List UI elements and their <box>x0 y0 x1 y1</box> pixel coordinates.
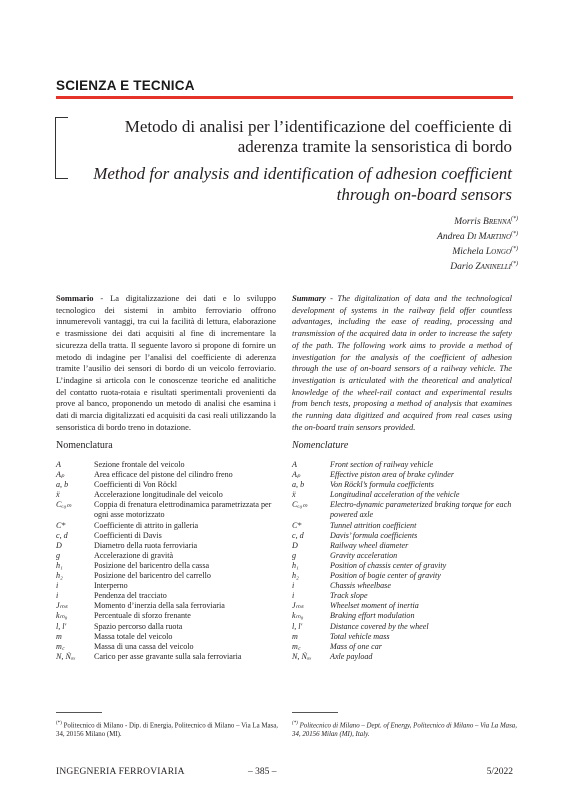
footnote-rule <box>292 712 338 713</box>
section-header: SCIENZA E TECNICA <box>56 78 195 93</box>
nomenclature-symbol: i <box>292 591 295 601</box>
nomenclature-row <box>56 622 286 632</box>
nomenclature-row <box>292 480 517 490</box>
abstract-italian <box>56 293 276 433</box>
author-last-name: Zaninelli <box>475 262 511 273</box>
nomenclature-definition: Area efficace del pistone del cilindro freno <box>94 470 233 480</box>
nomenclature-symbol: g <box>292 550 297 560</box>
footnote-mark: (*) <box>56 721 62 726</box>
nomenclature-symbol: c, d <box>56 530 68 540</box>
nomenclature-row <box>292 500 517 520</box>
nomenclature-definition: Coefficiente di attrito in galleria <box>94 520 199 530</box>
author-first-name: Dario <box>450 262 473 273</box>
article-title-english: Method for analysis and identification of adhesion coefficient through on-board sensors <box>93 164 512 204</box>
nomenclature-symbol: m <box>56 631 62 641</box>
nomenclature-definition: Coefficienti di Von Röckl <box>94 480 177 490</box>
author-affiliation-mark: (*) <box>511 230 518 237</box>
nomenclature-row <box>292 591 517 601</box>
nomenclature-row <box>292 632 517 642</box>
nomenclature-row <box>56 571 286 581</box>
nomenclature-row <box>292 601 517 611</box>
nomenclature-definition: Spazio percorso dalla ruota <box>94 621 183 631</box>
nomenclature-row <box>56 632 286 642</box>
nomenclature-definition: Track slope <box>330 591 368 601</box>
nomenclature-symbol: l, l′ <box>56 621 67 631</box>
nomenclature-row <box>56 531 286 541</box>
nomenclature-row <box>292 531 517 541</box>
nomenclature-symbol: N, Ṅₐₓ <box>292 651 312 661</box>
nomenclature-definition: Distance covered by the wheel <box>330 621 429 631</box>
nomenclature-list-italian <box>56 460 286 662</box>
nomenclature-definition: Effective piston area of brake cylinder <box>330 470 454 480</box>
nomenclature-row <box>292 470 517 480</box>
nomenclature-row <box>56 490 286 500</box>
nomenclature-definition: Tunnel attrition coefficient <box>330 520 417 530</box>
abstract-english <box>292 293 512 433</box>
nomenclature-symbol: ẍ <box>56 490 60 500</box>
nomenclature-definition: Accelerazione longitudinale del veicolo <box>94 490 223 500</box>
author-first-name: Andrea <box>437 232 465 243</box>
footnote-rule <box>56 712 102 713</box>
nomenclature-definition: Sezione frontale del veicolo <box>94 460 185 469</box>
nomenclature-symbol: kₘ₀ <box>56 611 68 621</box>
title-bracket-decoration <box>55 117 68 179</box>
nomenclature-row <box>56 652 286 662</box>
nomenclature-symbol: D <box>292 540 298 550</box>
abstract-italian-lead: Sommario <box>56 293 94 303</box>
nomenclature-symbol: Cₑ₀ₘ <box>292 500 308 510</box>
author-name <box>437 244 518 259</box>
nomenclature-symbol: Jₘₛ <box>56 601 68 611</box>
footer-issue: 5/2022 <box>486 767 513 777</box>
nomenclature-definition: Railway wheel diameter <box>330 540 409 550</box>
author-list <box>437 214 518 274</box>
nomenclature-symbol: i <box>56 591 59 601</box>
nomenclature-definition: Total vehicle mass <box>330 631 390 641</box>
nomenclature-symbol: kₘ₀ <box>292 611 304 621</box>
nomenclature-definition: Wheelset moment of inertia <box>330 601 419 611</box>
author-last-name: Brenna <box>483 217 511 228</box>
nomenclature-definition: Front section of railway vehicle <box>330 460 434 469</box>
nomenclature-row <box>292 642 517 652</box>
footnote-mark: (*) <box>292 721 298 726</box>
author-name <box>437 214 518 229</box>
nomenclature-row <box>56 521 286 531</box>
nomenclature-symbol: Cₑ₀ₘ <box>56 500 72 510</box>
nomenclature-symbol: h₁ <box>56 560 63 570</box>
author-affiliation-mark: (*) <box>511 216 518 222</box>
nomenclature-row <box>56 561 286 571</box>
nomenclature-row <box>292 551 517 561</box>
author-name <box>437 229 518 244</box>
nomenclature-symbol: a, b <box>292 480 305 490</box>
nomenclature-symbol: h₂ <box>292 571 299 581</box>
nomenclature-definition: Coppia di frenatura elettrodinamica parametrizzata per ogni asse motorizzato <box>94 500 272 520</box>
author-first-name: Michela <box>452 247 484 258</box>
footer-page-number: – 385 – <box>248 767 277 777</box>
nomenclature-row <box>292 622 517 632</box>
nomenclature-row <box>292 541 517 551</box>
nomenclature-title-english: Nomenclature <box>292 440 349 451</box>
nomenclature-row <box>292 521 517 531</box>
nomenclature-definition: Accelerazione di gravità <box>94 550 174 560</box>
nomenclature-symbol: Aₚ <box>292 470 301 480</box>
nomenclature-definition: Position of bogie center of gravity <box>330 571 441 581</box>
nomenclature-row <box>56 601 286 611</box>
abstract-italian-text: - La digitalizzazione dei dati e lo sviluppo tecnologico dei sistemi in ambito ferroviario offrono innumerevoli vantaggi, tra cui la facilità di lettura, elaborazione e trasmissione dei dati acquisiti al fine di incrementare la sicurezza della tratta. Il seguente lavoro si propone di fornire un metodo di indagine per l’analisi del coefficiente di aderenza tramite l’ausilio dei sensori di bordo di un veicolo ferroviario. L’indagine si articola con le conoscenze teoriche ed analitiche del contatto ruota-rotaia e risultati sperimentali provenienti da prove al banco, proponendo un metodo di analisi che esamina i dati di marcia digitalizzati ed acquisiti da casi reali utilizzando la sensoristica di bordo treno in dotazione. <box>56 293 276 432</box>
nomenclature-definition: Carico per asse gravante sulla sala ferroviaria <box>94 651 242 661</box>
nomenclature-symbol: C* <box>292 520 302 530</box>
nomenclature-symbol: m꜀ <box>292 641 301 651</box>
nomenclature-symbol: m꜀ <box>56 641 65 651</box>
nomenclature-symbol: Jₘₛ <box>292 601 304 611</box>
nomenclature-symbol: h₂ <box>56 571 63 581</box>
nomenclature-row <box>56 591 286 601</box>
nomenclature-row <box>56 581 286 591</box>
nomenclature-symbol: Aₚ <box>56 470 65 480</box>
nomenclature-definition: Electro-dynamic parameterized braking torque for each powered axle <box>330 500 512 520</box>
nomenclature-definition: Axle payload <box>330 651 373 661</box>
nomenclature-definition: Coefficienti di Davis <box>94 530 162 540</box>
footnote-text: Politecnico di Milano – Dept. of Energy, Politecnico di Milano – Via La Masa, 34, 20156 Milan (MI), Italy. <box>292 722 517 739</box>
nomenclature-symbol: c, d <box>292 530 304 540</box>
nomenclature-definition: Braking effort modulation <box>330 611 415 621</box>
abstract-english-text: - The digitalization of data and the technological development of systems in the railway field offer countless advantages, including the ease of reading, processing and transmission of the acquired data in order to increase the safety of the path. The following work aims to provide a method of investigation for the analysis of the coefficient of adhesion through the use of on-board sensors of a railway vehicle. The investigation is articulated with the theoretical and analytical knowledge of the wheel-rail contact and experimental results from bench tests, proposing a method of analysis that examines the running data digitized and acquired from real cases using the on-board train sensors provided. <box>292 293 512 432</box>
footnote-english <box>292 719 517 739</box>
nomenclature-row <box>292 571 517 581</box>
nomenclature-row <box>292 490 517 500</box>
article-title-italian: Metodo di analisi per l’identificazione del coefficiente di aderenza tramite la sensoristica di bordo <box>124 117 512 156</box>
nomenclature-definition: Percentuale di sforzo frenante <box>94 611 191 621</box>
footnote-text: Politecnico di Milano - Dip. di Energia, Politecnico di Milano – Via La Masa, 34, 20156 Milano (MI). <box>56 722 279 739</box>
nomenclature-symbol: C* <box>56 520 66 530</box>
footnote-italian <box>56 719 281 739</box>
nomenclature-row <box>56 541 286 551</box>
nomenclature-definition: Position of chassis center of gravity <box>330 560 447 570</box>
footer-journal-name: INGEGNERIA FERROVIARIA <box>56 767 185 777</box>
nomenclature-definition: Posizione del baricentro della cassa <box>94 560 210 570</box>
nomenclature-title-italian: Nomenclatura <box>56 440 113 451</box>
nomenclature-row <box>56 480 286 490</box>
nomenclature-definition: Massa di una cassa del veicolo <box>94 641 194 651</box>
nomenclature-row <box>56 642 286 652</box>
abstract-english-lead: Summary <box>292 293 326 303</box>
nomenclature-row <box>56 551 286 561</box>
nomenclature-definition: Posizione del baricentro del carrello <box>94 571 211 581</box>
nomenclature-symbol: A <box>56 460 61 469</box>
nomenclature-symbol: h₁ <box>292 560 299 570</box>
nomenclature-definition: Chassis wheelbase <box>330 581 391 591</box>
author-name <box>437 259 518 274</box>
nomenclature-symbol: N, Ṅₐₓ <box>56 651 76 661</box>
nomenclature-symbol: g <box>56 550 61 560</box>
nomenclature-row <box>292 611 517 621</box>
nomenclature-definition: Mass of one car <box>330 641 382 651</box>
nomenclature-row <box>56 500 286 520</box>
nomenclature-definition: Diametro della ruota ferroviaria <box>94 540 198 550</box>
nomenclature-symbol: A <box>292 460 297 469</box>
nomenclature-symbol: l, l′ <box>292 621 303 631</box>
author-last-name: Di Martino <box>467 232 511 243</box>
nomenclature-row <box>292 460 517 470</box>
author-affiliation-mark: (*) <box>511 260 518 267</box>
nomenclature-symbol: i <box>292 581 295 591</box>
section-header-rule <box>56 96 513 99</box>
nomenclature-definition: Massa totale del veicolo <box>94 631 173 641</box>
nomenclature-symbol: i <box>56 581 59 591</box>
author-affiliation-mark: (*) <box>511 245 518 252</box>
author-first-name: Morris <box>454 217 481 228</box>
author-last-name: Longo <box>485 247 511 258</box>
nomenclature-symbol: m <box>292 631 298 641</box>
nomenclature-symbol: ẍ <box>292 490 296 500</box>
nomenclature-row <box>56 470 286 480</box>
nomenclature-definition: Davis’ formula coefficients <box>330 530 418 540</box>
nomenclature-definition: Pendenza del tracciato <box>94 591 167 601</box>
nomenclature-row <box>292 561 517 571</box>
nomenclature-definition: Longitudinal acceleration of the vehicle <box>330 490 460 500</box>
nomenclature-list-english <box>292 460 517 662</box>
nomenclature-definition: Gravity acceleration <box>330 550 398 560</box>
nomenclature-row <box>56 460 286 470</box>
nomenclature-row <box>56 611 286 621</box>
nomenclature-row <box>292 581 517 591</box>
nomenclature-definition: Interperno <box>94 581 128 591</box>
nomenclature-definition: Von Röckl’s formula coefficients <box>330 480 434 490</box>
nomenclature-definition: Momento d’inerzia della sala ferroviaria <box>94 601 225 611</box>
nomenclature-symbol: D <box>56 540 62 550</box>
nomenclature-symbol: a, b <box>56 480 69 490</box>
nomenclature-row <box>292 652 517 662</box>
